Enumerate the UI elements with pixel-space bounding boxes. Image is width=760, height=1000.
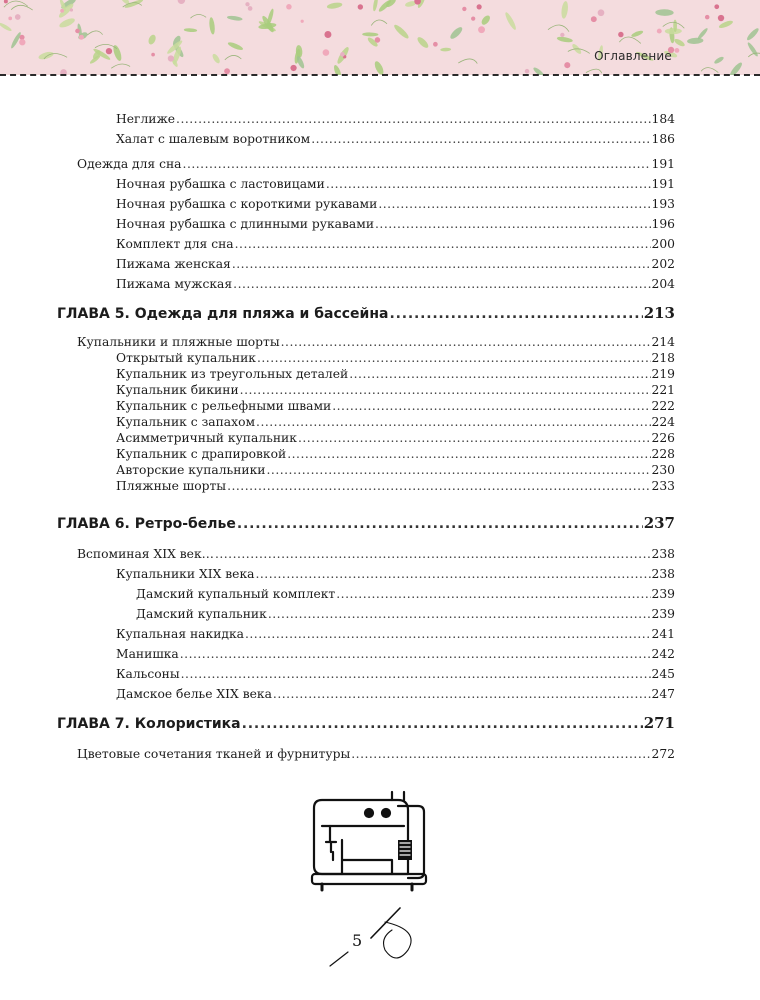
toc-page-number: 233 (651, 479, 675, 493)
toc-entry-title: Ночная рубашка с длинными рукавами (116, 217, 375, 231)
toc-entry-title: Купальник с рельефными швами (116, 399, 332, 413)
toc-entry-title: Открытый купальник (116, 351, 256, 365)
toc-entry-title: Ночная рубашка с короткими рукавами (116, 197, 378, 211)
toc-entry-title: Халат с шалевым воротником (116, 132, 311, 146)
toc-entry-title: Купальник с драпировкой (116, 447, 287, 461)
toc-page-number: 222 (651, 399, 675, 413)
toc-entry-title: Пляжные шорты (116, 479, 227, 493)
sewing-machine-icon (312, 792, 426, 890)
toc-entry-title: Цветовые сочетания тканей и фурнитуры (77, 747, 351, 761)
page-number: 5 (352, 931, 363, 950)
toc-entry-title: Дамский купальник (136, 607, 267, 621)
toc-entry-title: Неглиже (116, 112, 176, 126)
toc-entry-title: Асимметричный купальник (116, 431, 297, 445)
section-title: Оглавление (594, 49, 672, 63)
toc-page-number: 230 (651, 463, 675, 477)
toc-page-number: 228 (651, 447, 675, 461)
toc-page-number: 221 (651, 383, 675, 397)
toc-page-number: 242 (651, 647, 675, 661)
toc-page-number: 191 (651, 157, 675, 171)
toc-entry-title: Кальсоны (116, 667, 180, 681)
toc-page-number: 214 (651, 335, 675, 349)
toc-entry-title: Пижама мужская (116, 277, 233, 291)
toc-page-number: 219 (651, 367, 675, 381)
toc-page-number: 191 (651, 177, 675, 191)
needle-icon (330, 908, 411, 966)
toc-entry-title: Одежда для сна (77, 157, 182, 171)
toc-entry-title: Ночная рубашка с ластовицами (116, 177, 325, 191)
toc-entry-title: Дамский купальный комплект (136, 587, 336, 601)
toc-page-number: 239 (651, 587, 675, 601)
toc-entry-title: Купальная накидка (116, 627, 244, 641)
toc-page-number: 202 (651, 257, 675, 271)
toc-page-number: 272 (651, 747, 675, 761)
toc-page-number: 247 (651, 687, 675, 701)
toc-page-number: 193 (651, 197, 675, 211)
toc-page-number: 200 (651, 237, 675, 251)
toc-page-number: 204 (651, 277, 675, 291)
toc-page-number: 213 (643, 304, 675, 322)
toc-page-number: 241 (651, 627, 675, 641)
toc-page-number: 196 (651, 217, 675, 231)
toc-entry-title: Авторские купальники (116, 463, 266, 477)
toc-entry-title: Пижама женская (116, 257, 231, 271)
toc-page-number: 186 (651, 132, 675, 146)
toc-page-number: 218 (651, 351, 675, 365)
toc-page-number: 238 (651, 567, 675, 581)
toc-entry-title: Вспоминая XIX век… (77, 547, 214, 561)
toc-page-number: 237 (643, 514, 675, 532)
toc-entry-title: Дамское белье XIX века (116, 687, 272, 701)
toc-entry-title: Комплект для сна (116, 237, 234, 251)
toc-page-number: 226 (651, 431, 675, 445)
toc-entry-title: ГЛАВА 5. Одежда для пляжа и бассейна (57, 306, 389, 322)
toc-entry-title: Манишка (116, 647, 179, 661)
toc-entry-title: ГЛАВА 7. Колористика (57, 716, 241, 732)
toc-entry-title: Купальники XIX века (116, 567, 255, 581)
toc-page-number: 239 (651, 607, 675, 621)
toc-page-number: 184 (651, 112, 675, 126)
toc-entry-title: Купальник с запахом (116, 415, 256, 429)
toc-page-number: 245 (651, 667, 675, 681)
toc-page-number: 238 (651, 547, 675, 561)
toc-page-number: 271 (643, 714, 675, 732)
toc-entry-title: ГЛАВА 6. Ретро-белье (57, 516, 236, 532)
toc-entry-title: Купальник бикини (116, 383, 239, 397)
toc-entry-title: Купальник из треугольных деталей (116, 367, 349, 381)
toc-entry-title: Купальники и пляжные шорты (77, 335, 280, 349)
toc-page-number: 224 (651, 415, 675, 429)
